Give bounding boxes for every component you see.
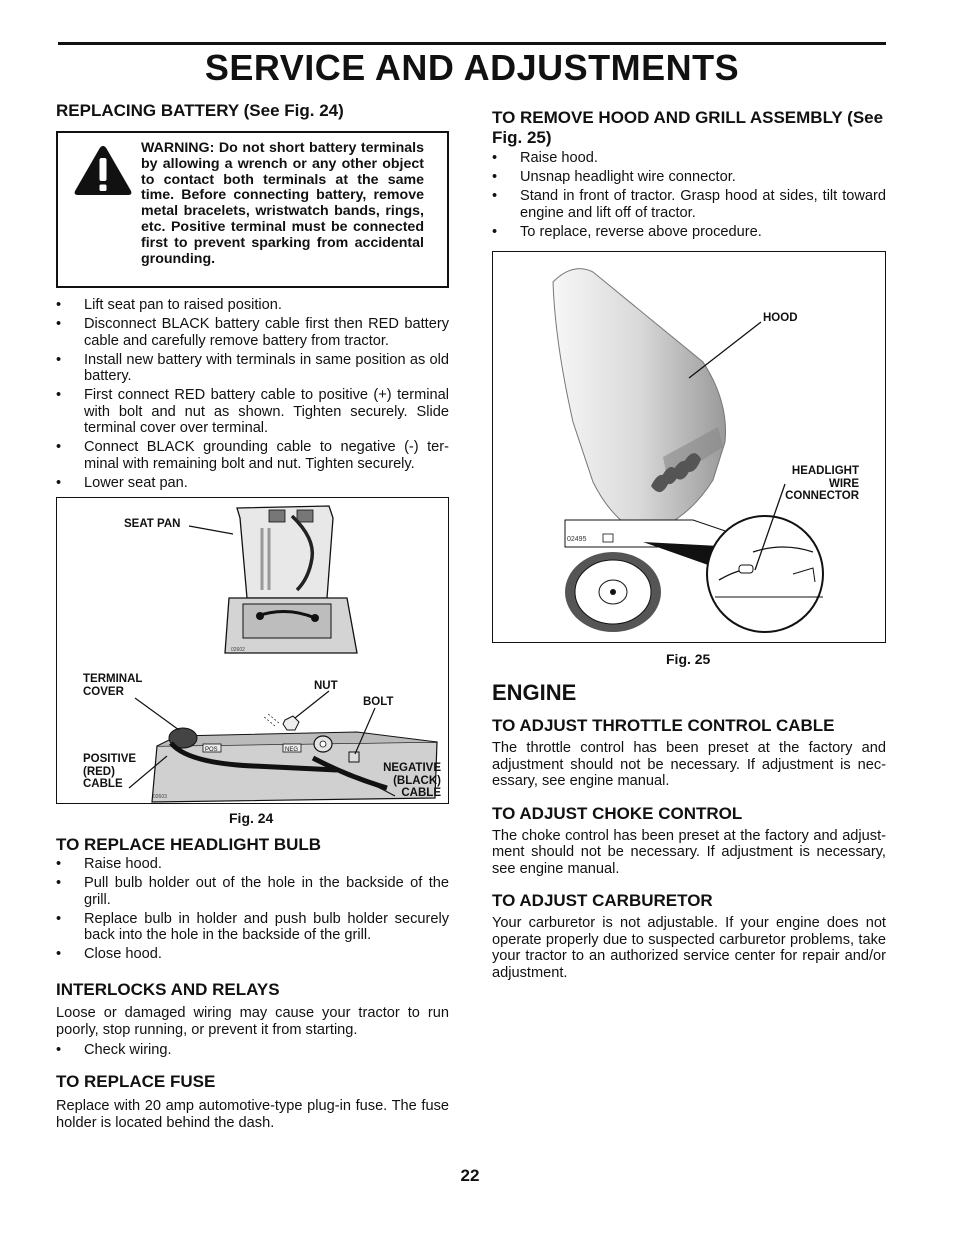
list-item: • Raise hood. (492, 150, 886, 167)
hood-section (492, 108, 886, 243)
page-number: 22 (460, 1166, 480, 1185)
svg-text:02602: 02602 (231, 647, 245, 653)
interlocks-text: Loose or damaged wiring may cause your tractor to run poorly, stop running, or prevent it from starting. (56, 1005, 449, 1038)
list-item: • Connect BLACK grounding cable to negative (-) ter-minal with remaining bolt and nut. Tighten securely. (56, 439, 449, 472)
list-item: • Install new battery with terminals in same position as old battery. (56, 352, 449, 385)
list-item: • Unsnap headlight wire connector. (492, 169, 886, 186)
list-item: • Disconnect BLACK battery cable first then RED battery cable and carefully remove battery from tractor. (56, 316, 449, 349)
hood-heading: TO REMOVE HOOD AND GRILL ASSEMBLY (See Fig. 25) (492, 108, 884, 147)
engine-heading: ENGINE (492, 680, 577, 705)
list-item: • Stand in front of tractor. Grasp hood at sides, tilt toward engine and lift off of tractor. (492, 188, 886, 221)
list-item: • Replace bulb in holder and push bulb holder securely back into the hole in the backside of the grill. (56, 911, 449, 944)
list-item: • To replace, reverse above procedure. (492, 224, 886, 241)
label-bolt: BOLT (363, 696, 394, 708)
figure-25 (492, 251, 886, 643)
warning-triangle-icon (72, 143, 134, 198)
list-item: • Pull bulb holder out of the hole in the backside of the grill. (56, 875, 449, 908)
fig25-caption: Fig. 25 (666, 651, 711, 667)
carburetor-heading: TO ADJUST CARBURETOR (492, 891, 713, 910)
list-item: • Raise hood. (56, 856, 449, 873)
label-negative-cable: NEGATIVE (BLACK) CABLE (383, 762, 441, 799)
label-hood: HOOD (763, 312, 798, 324)
left-column (56, 101, 449, 121)
warning-body: Do not short battery terminals by allowing a wrench or any other object to contact both terminals at the same time. Before connecting battery, remove metal bracelets, wristwatch bands, rings, etc. Positive terminal must be connected first to prevent sparking from accidental grounding. (141, 140, 424, 267)
headlight-section (56, 835, 449, 965)
list-item: • Lower seat pan. (56, 475, 449, 492)
engine-section (492, 680, 886, 981)
warning-label: WARNING: (141, 140, 215, 156)
label-headlight-connector: HEADLIGHT WIRE CONNECTOR (785, 465, 859, 502)
label-nut: NUT (314, 680, 338, 692)
carburetor-text: Your carburetor is not adjustable. If your engine does not operate properly due to suspected carburetor problems, take your tractor to an authorized service center for repair and/or adjustment. (492, 915, 886, 981)
fuse-heading: TO REPLACE FUSE (56, 1072, 216, 1091)
battery-steps (56, 297, 449, 494)
throttle-heading: TO ADJUST THROTTLE CONTROL CABLE (492, 716, 835, 735)
warning-text (141, 141, 424, 267)
warning-box (56, 131, 449, 288)
hood-illustration (493, 252, 885, 642)
list-item: • Lift seat pan to raised position. (56, 297, 449, 314)
interlocks-heading: INTERLOCKS AND RELAYS (56, 980, 280, 999)
list-item: • Close hood. (56, 946, 449, 963)
neg-marker: NEG (285, 747, 299, 753)
headlight-heading: TO REPLACE HEADLIGHT BULB (56, 835, 322, 854)
list-item: • First connect RED battery cable to positive (+) terminal with bolt and nut as shown. Tighten securely. Slide terminal cover over terminal. (56, 387, 449, 437)
label-seat-pan: SEAT PAN (124, 518, 181, 530)
throttle-text: The throttle control has been preset at the factory and adjustment should not be necessary. If adjustment is nec-essary, see engine manual. (492, 740, 886, 789)
label-positive-cable: POSITIVE (RED) CABLE (83, 753, 137, 790)
choke-text: The choke control has been preset at the factory and adjust-ment should not be necessary. If adjustment is necessary, see engine manual. (492, 827, 886, 877)
interlocks-section (56, 980, 449, 1061)
fig24-caption: Fig. 24 (229, 810, 274, 826)
fuse-text: Replace with 20 amp automotive-type plug-in fuse. The fuse holder is located behind the dash. (56, 1098, 449, 1131)
label-terminal-cover: TERMINAL COVER (83, 673, 143, 698)
figure-24 (56, 497, 449, 804)
header-rule (58, 42, 886, 45)
choke-heading: TO ADJUST CHOKE CONTROL (492, 803, 743, 823)
svg-text:02603: 02603 (153, 794, 167, 800)
list-item: • Check wiring. (56, 1042, 449, 1059)
fuse-section (56, 1072, 449, 1131)
pos-marker: POS (205, 747, 218, 753)
page-title: SERVICE AND ADJUSTMENTS (204, 47, 740, 88)
battery-heading: REPLACING BATTERY (See Fig. 24) (56, 101, 344, 120)
fig25-part-code: 02495 (567, 536, 587, 543)
